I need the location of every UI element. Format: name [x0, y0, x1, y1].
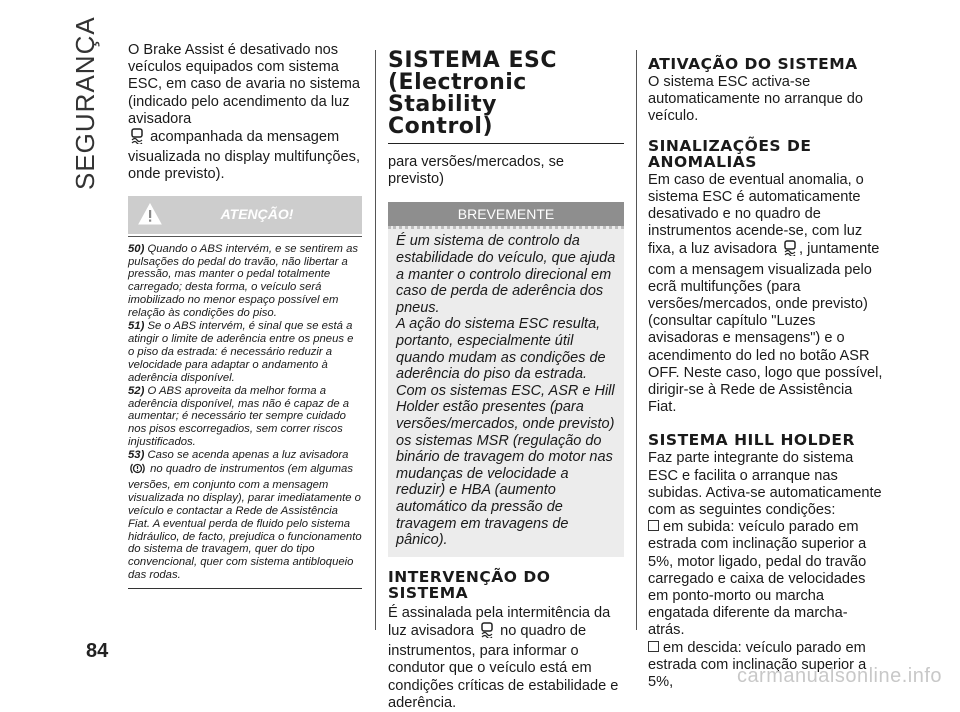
anomalies-paragraph: Em caso de eventual anomalia, o sistema ESC é automaticamente desativado e no quadro de instrumentos acende-se, com luz fixa, a luz avisadora , juntamente com a mensagem visualizada pelo ecrã multifunções (para versões/mercados, onde previsto) (consultar capítulo "Luzes avisadoras e mensagens") e o acendimento do led no botão ASR OFF. Neste caso, logo que possível, dirigir-se à Rede de Assistência Fiat.	[648, 171, 883, 416]
hill-holder-heading: SISTEMA HILL HOLDER	[648, 431, 855, 450]
warning-item-50: 50) Quando o ABS intervém, e se sentirem as pulsações do pedal do travão, não libertar a pressão, mas manter o pedal totalmente carregado; desta forma, o veículo será imobilizado no menor espaço possível em relação às condições do piso.	[128, 242, 359, 320]
list-item: em subida: veículo parado em estrada com inclinação superior a 5%, motor ligado, pedal do travão carregado e caixa de velocidades em ponto-morto ou marcha engatada diferente da marcha-atrás.	[648, 519, 867, 639]
brake-warning-icon	[130, 462, 145, 479]
brief-paragraph-2: A ação do sistema ESC resulta, portanto, especialmente útil quando mudam as condições de aderência do piso da estrada.	[396, 316, 606, 383]
intervention-heading-line1: INTERVENÇÃO DO	[388, 567, 551, 586]
warning-title: ATENÇÃO!	[220, 205, 294, 222]
warning-box	[128, 196, 362, 590]
esc-title-line3: Control)	[388, 114, 493, 139]
esc-subtitle: para versões/mercados, se previsto)	[388, 154, 565, 188]
brief-paragraph-1: É um sistema de controlo da estabilidade do veículo, que ajuda a manter o controlo direcional em caso de perda de aderência dos pneus.	[396, 233, 616, 316]
anomalies-heading-line2: ANOMALIAS	[648, 152, 757, 171]
brief-box	[388, 226, 624, 556]
brief-paragraph-3: Com os sistemas ESC, ASR e Hill Holder estão presentes (para versões/mercados, onde previsto) os sistemas MSR (regulação do binário de travagem do motor nas mudanças de velocidade a reduzir) e HBA (aumento automático da pressão de travagem em travagens de pânico).	[396, 382, 615, 549]
section-side-title: SEGURANÇA	[70, 16, 100, 190]
title-rule	[388, 143, 624, 144]
column-divider	[636, 50, 637, 630]
esc-title-line1: SISTEMA ESC	[388, 48, 558, 73]
skid-car-icon	[480, 622, 494, 643]
activation-paragraph: O sistema ESC activa-se automaticamente no arranque do veículo.	[648, 74, 863, 125]
warning-item-51: 51) Se o ABS intervém, é sinal que se está a atingir o limite de aderência entre os pneus e o piso da estrada: é necessário reduzir a velocidade para adaptar o andamento à aderência disponível.	[128, 320, 354, 384]
intervention-heading-line2: SISTEMA	[388, 583, 469, 602]
brief-header: BREVEMENTE	[388, 202, 624, 226]
warning-item-53: 53) Caso se acenda apenas a luz avisadora no quadro de instrumentos (em algumas versões, em conjunto com a mensagem visualizada no display), parar imediatamente o veículo e contactar a Rede de Assistência Fiat. A eventual perda de fluido pelo sistema hidráulico, de facto, prejudica o funcionamento do sistema de travagem, quer do tipo convencional, quer com sistema antibloqueio das rodas.	[128, 449, 362, 582]
activation-heading: ATIVAÇÃO DO SISTEMA	[648, 55, 858, 73]
hill-holder-paragraph: Faz parte integrante do sistema ESC e facilita o arranque nas subidas. Activa-se automaticamente com as seguintes condições:	[648, 450, 882, 519]
column-divider	[375, 50, 376, 630]
column-3	[648, 42, 884, 691]
intervention-paragraph: É assinalada pela intermitência da luz avisadora no quadro de instrumentos, para informar o condutor que o veículo está em condições críticas de estabilidade e aderência.	[388, 604, 619, 711]
warning-header	[128, 196, 362, 234]
page-number: 84	[86, 640, 109, 662]
checkbox-bullet-icon	[648, 641, 659, 652]
watermark: carmanualsonline.info	[736, 665, 942, 687]
column-2	[388, 42, 624, 712]
list-item: em descida: veículo parado em estrada com inclinação superior a 5%,	[648, 639, 867, 691]
esc-title-line2: (Electronic Stability	[388, 70, 527, 117]
checkbox-bullet-icon	[648, 520, 659, 531]
anomalies-heading-line1: SINALIZAÇÕES DE	[648, 136, 812, 155]
brake-assist-paragraph: O Brake Assist é desativado nos veículos equipados com sistema ESC, em caso de avaria no sistema (indicado pelo acendimento da luz avisadora acompanhada da mensagem visualizada no display multifunções, onde previsto).	[128, 42, 361, 183]
skid-car-icon	[783, 240, 797, 261]
warning-item-52: 52) O ABS aproveita da melhor forma a aderência disponível, mas não é capaz de a aumentar; é necessário ter sempre cuidado nos pisos escorregadios, sem correr riscos injustificados.	[128, 384, 350, 449]
column-1	[128, 42, 362, 589]
skid-car-icon	[130, 128, 144, 149]
warning-body	[128, 236, 362, 589]
